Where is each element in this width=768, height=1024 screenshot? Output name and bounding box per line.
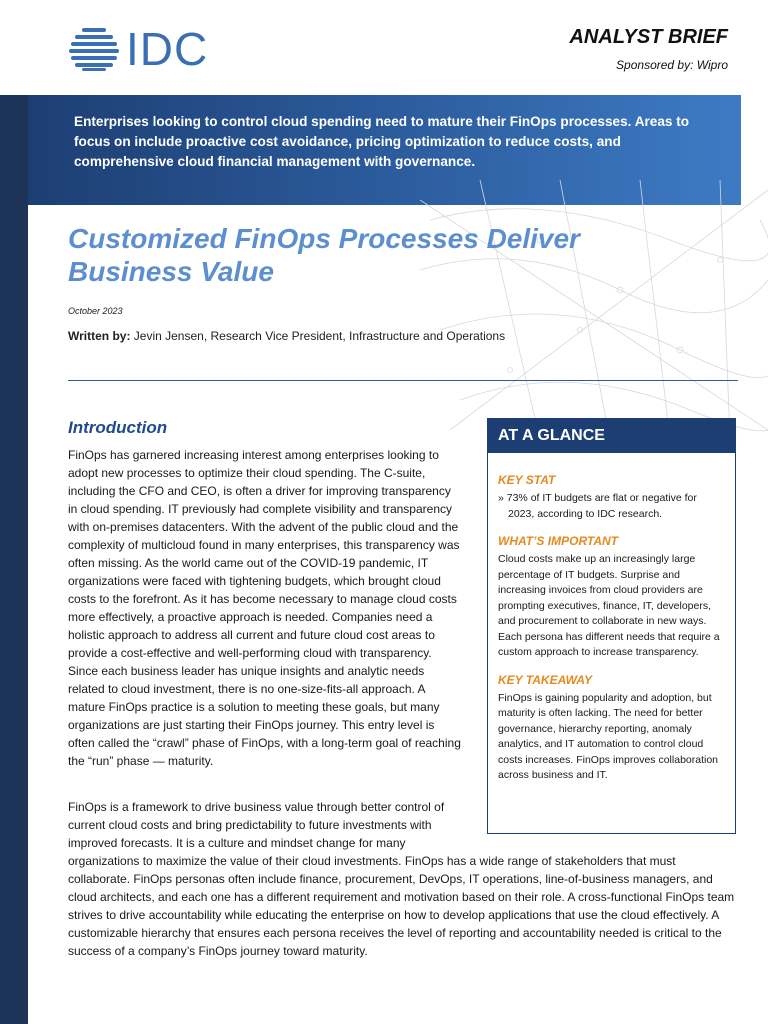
author-name: Jevin Jensen, Research Vice President, Infrastructure and Operations	[130, 329, 506, 343]
intro-paragraph-1: FinOps has garnered increasing interest among enterprises looking to adopt new processes to optimize their cloud spending. The C-suite, including the CFO and CEO, is often a driver for improving transparency in cloud spending. IT previously had complete visibility and transparency with on-premises datacenters. With the advent of the public cloud and the complexity of multicloud found in many enterprises, this transparency was often missing. As the world came out of the COVID-19 pandemic, IT organizations were faced with tightening budgets, which brought cloud costs to the forefront. As it has become necessary to manage cloud costs more effectively, a proactive approach is needed. Companies need a holistic approach to address all current and future cloud cost areas to provide a cost-effective and well-performing cloud with transparency. Since each business leader has unique insights and analytic needs related to cloud investment, there is no one-size-fits-all approach. A mature FinOps practice is a solution to meeting these goals, but many organizations are just starting their FinOps journey. This entry level is often called the “crawl” phase of FinOps, with a long-term goal of reaching the “run” phase — maturity.	[68, 448, 461, 768]
key-stat-heading: KEY STAT	[498, 473, 556, 487]
key-takeaway-heading: KEY TAKEAWAY	[498, 672, 593, 687]
author-line	[68, 329, 505, 343]
network-background-graphic	[420, 180, 768, 440]
globe-icon	[68, 26, 120, 72]
banner-text: Enterprises looking to control cloud spending need to mature their FinOps processes. Areas to focus on include proactive cost avoidance, pricing optimization to reduce costs, and comprehensive cloud financial management with governance.	[74, 114, 690, 169]
intro-paragraph-2-start: FinOps is a framework to drive business value through better control of current cloud costs and bring predictability to future investments with improved forecasts. It is a culture and mindset change for many	[68, 800, 445, 850]
key-stat-text	[498, 491, 725, 522]
glance-body	[488, 453, 735, 784]
whats-important-text: Cloud costs make up an increasingly large percentage of IT budgets. Surprise and increasing invoices from cloud providers are prompting executives, finance, IT, developers, and procurement to collaborate in new ways. Each persona has different needs that require a custom approach to increase transparency.	[498, 553, 720, 658]
logo-text: IDC	[126, 23, 209, 75]
key-stat-line-1: » 73% of IT budgets are flat or negative for	[498, 492, 697, 504]
left-accent-bar	[0, 95, 28, 1024]
section-divider	[68, 380, 738, 381]
key-takeaway-text: FinOps is gaining popularity and adoption, but maturity is often lacking. The need for better governance, hierarchy reporting, anomaly analytics, and IT automation to control cloud costs increases. FinOps improves collaboration across business and IT.	[498, 691, 719, 781]
key-stat-line-2: 2023, according to IDC research.	[508, 507, 663, 520]
author-label: Written by:	[68, 329, 131, 343]
glance-heading: AT A GLANCE	[488, 419, 735, 453]
sponsor-line: Sponsored by: Wipro	[616, 58, 728, 72]
brief-type: ANALYST BRIEF	[569, 26, 728, 48]
whats-important-heading: WHAT’S IMPORTANT	[498, 534, 618, 548]
introduction-heading: Introduction	[68, 418, 168, 437]
title-line-2: Business Value	[68, 256, 274, 287]
document-title	[68, 222, 668, 288]
title-line-1: Customized FinOps Processes Deliver	[68, 223, 580, 254]
intro-paragraph-2-rest: organizations to maximize the value of their cloud investments. FinOps has a wide range of stakeholders that must collaborate. FinOps personas often include finance, procurement, DevOps, IT operations, line-of-business managers, and cloud architects, and each one has a different requirement and motivation based on their role. A cross-functional FinOps team strives to drive accountability while educating the enterprise on how to develop applications that use the cloud effectively. A customizable hierarchy that ensures each persona receives the level of reporting and accountability needed is critical to the success of a company’s FinOps journey toward maturity.	[68, 854, 735, 958]
publish-date: October 2023	[68, 306, 123, 316]
at-a-glance-box	[487, 418, 736, 834]
idc-logo	[68, 23, 209, 75]
